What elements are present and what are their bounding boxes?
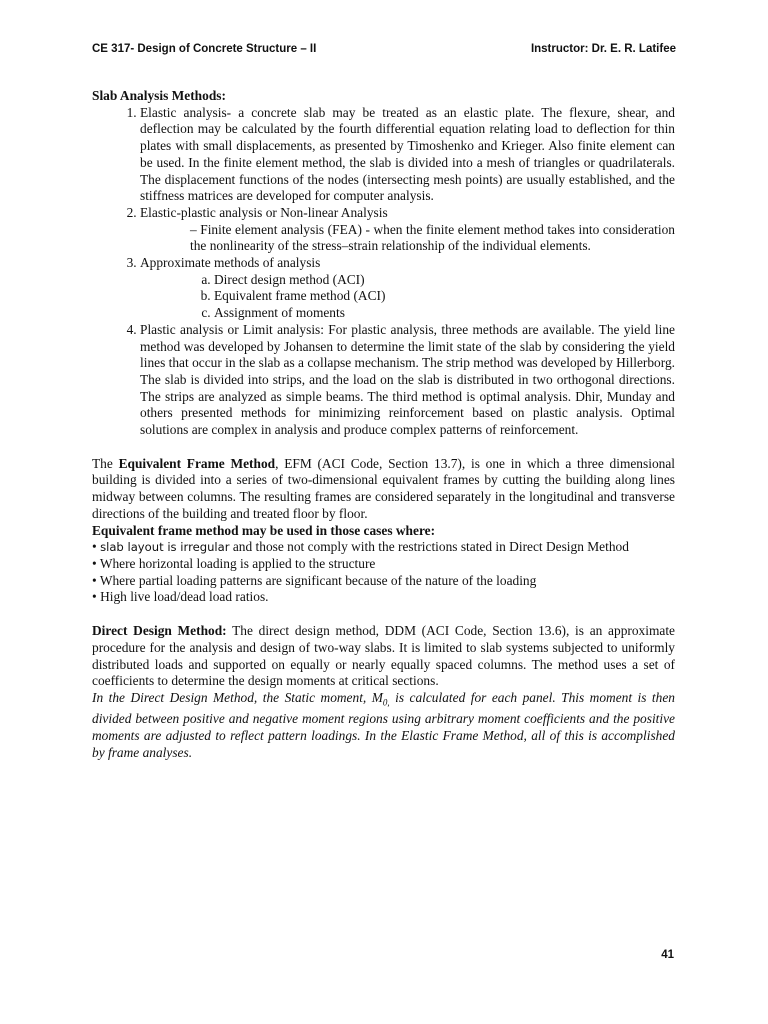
ddm-italic-paragraph: In the Direct Design Method, the Static moment, $M_{0,}$ is calculated for each panel. This moment is then divided between positive and negative moment regions using arbitrary moment coefficients and the positive moments are adjusted to reflect pattern loadings. In the Elastic Frame Method, all of this is accomplished by frame analyses. bbox=[92, 689, 675, 760]
ddm-paragraph: Direct Design Method: The direct design method, DDM (ACI Code, Section 13.6), is an approximate procedure for the analysis and design of two-way slabs. It is limited to slab systems subjected to uniformly distributed loads and supported on equally or nearly equally spaced columns. The method uses a set of coefficients to determine the design moments at critical sections. bbox=[92, 623, 675, 689]
list-item-elastic-plastic bbox=[140, 205, 675, 255]
efm-cases-list bbox=[92, 539, 675, 606]
bullet-item: • slab layout is irregular and those not comply with the restrictions stated in Direct Design Method bbox=[92, 539, 629, 555]
list-item-text: Elastic analysis- a concrete slab may be treated as an elastic plate. The flexure, shear, and deflection may be calculated by the fourth differential equation relating load to deflection for thin plates with small displacements, as presented by Timoshenko and Krieger. Also finite element can be used. In the finite element method, the slab is divided into a mesh of triangles or quadrilaterals. The displacement functions of the nodes (intersecting mesh points) are usually established, and the stiffness matrices are developed for computer analysis. bbox=[140, 104, 675, 204]
list-item-detail: – Finite element analysis (FEA) - when the finite element method takes into consideration the nonlinearity of the stress–strain relationship of the individual elements. bbox=[190, 221, 675, 254]
ddm-term: Direct Design Method: bbox=[92, 623, 227, 639]
bullet-item: • High live load/dead load ratios. bbox=[92, 589, 269, 605]
list-item-text: Approximate methods of analysis bbox=[140, 255, 321, 271]
sublist-item: b. Equivalent frame method (ACI) bbox=[214, 288, 675, 305]
list-item-approximate-methods bbox=[140, 255, 675, 322]
approximate-methods-sublist bbox=[140, 272, 675, 322]
course-title: CE 317- Design of Concrete Structure – II bbox=[92, 43, 317, 55]
page-content bbox=[92, 88, 675, 761]
slab-analysis-list bbox=[92, 105, 675, 439]
efm-term: Equivalent Frame Method bbox=[118, 455, 276, 471]
sublist-item: a. Direct design method (ACI) bbox=[214, 272, 675, 289]
section-heading-slab-analysis: Slab Analysis Methods: bbox=[92, 88, 226, 103]
list-item-text: Elastic-plastic analysis or Non-linear Analysis bbox=[140, 204, 388, 220]
efm-cases-heading: Equivalent frame method may be used in those cases where: bbox=[92, 522, 436, 538]
bullet-item: • Where partial loading patterns are significant because of the nature of the loading bbox=[92, 572, 537, 588]
list-item-plastic-analysis bbox=[140, 322, 675, 439]
instructor-name: Instructor: Dr. E. R. Latifee bbox=[530, 43, 676, 55]
efm-paragraph: The Equivalent Frame Method, EFM (ACI Code, Section 13.7), is one in which a three dimensional building is divided into a series of two-dimensional equivalent frames by cutting the building along lines midway between columns. The resulting frames are considered separately in the longitudinal and transverse directions of the building and treated floor by floor. bbox=[92, 455, 675, 521]
page-header bbox=[92, 43, 676, 55]
list-item-elastic-analysis bbox=[140, 105, 675, 205]
sublist-item: c. Assignment of moments bbox=[214, 305, 675, 322]
list-item-text: Plastic analysis or Limit analysis: For plastic analysis, three methods are available. The yield line method was developed by Johansen to determine the limit state of the slab by considering the yield lines that occur in the slab as a collapse mechanism. The strip method was developed by Hillerborg. The slab is divided into strips, and the load on the slab is distributed in two orthogonal directions. The strips are analyzed as simple beams. The third method is optimal analysis. Dhir, Munday and others presented methods for minimizing reinforcement based on plastic analysis. Optimal solutions are complex in analysis and produce complex patterns of reinforcement. bbox=[140, 321, 675, 438]
page-number: 41 bbox=[661, 949, 674, 961]
bullet-item: • Where horizontal loading is applied to the structure bbox=[92, 555, 376, 571]
